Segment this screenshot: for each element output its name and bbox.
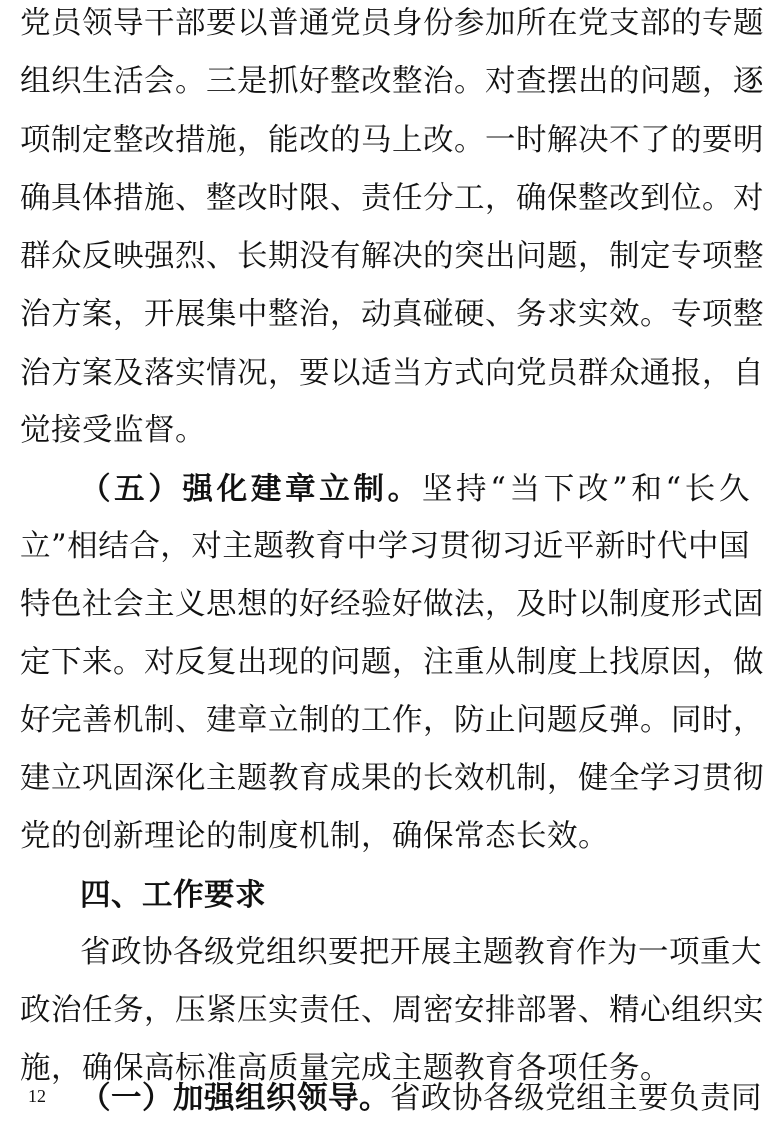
text-line: 党的创新理论的制度机制，确保常态长效。 (20, 819, 609, 854)
text-line: 治方案，开展集中整治，动真碰硬、务求实效。专项整 (20, 297, 764, 332)
text-line: 特色社会主义思想的好经验好做法，及时以制度形式固 (20, 587, 764, 622)
quote-close: 立” (20, 529, 68, 564)
text-line: 项制定整改措施，能改的马上改。一时解决不了的要明 (20, 123, 764, 158)
text-line: 党员领导干部要以普通党员身份参加所在党支部的专题 (20, 6, 764, 41)
paragraph-5-text: 坚持“当下改”和“长久 (421, 472, 750, 507)
page-number: 12 (28, 1086, 46, 1106)
text-line: 觉接受监督。 (20, 413, 206, 448)
text-line: 省政协各级党组织要把开展主题教育作为一项重大 (80, 935, 762, 970)
text-line: 定下来。对反复出现的问题，注重从制度上找原因，做 (20, 645, 764, 680)
text-line: 政治任务，压紧压实责任、周密安排部署、精心组织实 (20, 993, 764, 1028)
text-line: 好完善机制、建章立制的工作，防止问题反弹。同时， (20, 703, 764, 738)
text-line: 群众反映强烈、长期没有解决的突出问题，制定专项整 (20, 239, 764, 274)
text-line (20, 527, 750, 567)
paragraph-6-first-line (80, 1078, 762, 1118)
text-line: 治方案及落实情况，要以适当方式向党员群众通报，自 (20, 356, 764, 391)
paragraph-5-heading: （五）强化建章立制。 (80, 471, 422, 507)
paragraph-6-text: 省政协各级党组主要负责同 (390, 1081, 762, 1116)
text-line: 确具体措施、整改时限、责任分工，确保整改到位。对 (20, 181, 764, 216)
text-line: 建立巩固深化主题教育成果的长效机制，健全学习贯彻 (20, 761, 764, 796)
paragraph-6-heading: （一）加强组织领导。 (80, 1080, 390, 1116)
text-line: 组织生活会。三是抓好整改整治。对查摆出的问题，逐 (20, 64, 764, 99)
section-heading: 四、工作要求 (80, 877, 266, 913)
text-line: 施，确保高标准高质量完成主题教育各项任务。 (20, 1051, 671, 1086)
text-run: 相结合，对主题教育中学习贯彻习近平新时代中国 (67, 529, 751, 564)
paragraph-5-first-line (80, 469, 750, 509)
